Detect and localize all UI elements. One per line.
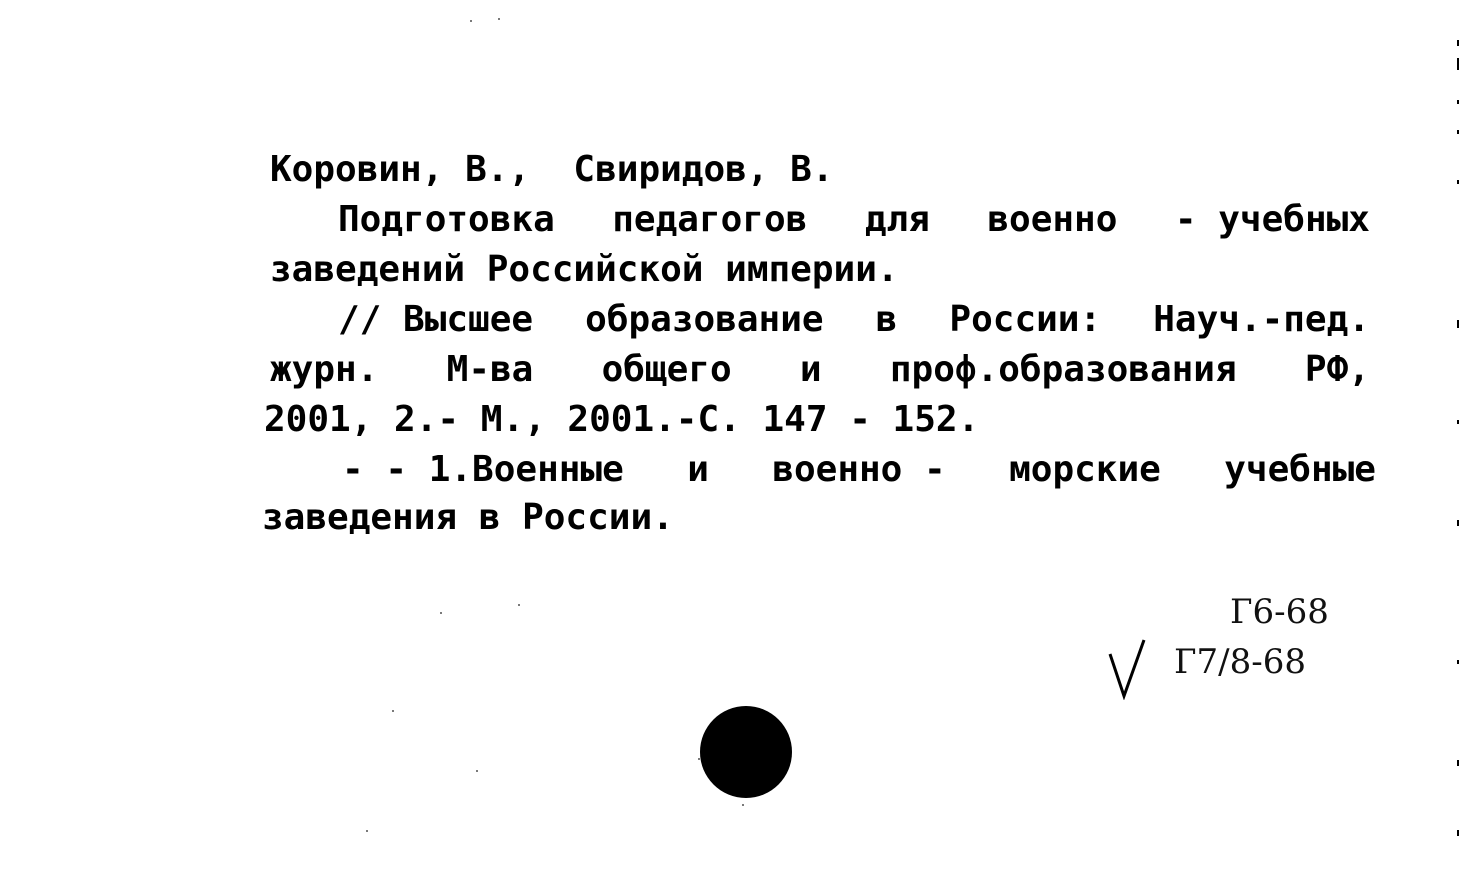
subject-word: учебные [1224, 449, 1376, 490]
source-line-1 [338, 300, 1370, 340]
source-word: России: [949, 299, 1102, 340]
scan-speckle [470, 20, 472, 22]
title-word: военно [987, 199, 1118, 240]
scan-speckle [698, 758, 700, 760]
scan-speckle [476, 770, 478, 772]
source-word: и [799, 349, 822, 390]
subject-word: и [687, 449, 709, 490]
source-word: проф.образования [889, 349, 1237, 390]
card-edge-marks [1452, 0, 1464, 872]
source-word: Науч.-пед. [1153, 299, 1370, 340]
scan-speckle [498, 18, 500, 20]
source-word: РФ, [1304, 349, 1370, 390]
title-line-2: заведений Российской империи. [270, 249, 899, 290]
subject-line-1 [342, 450, 1376, 490]
source-word: общего [601, 349, 732, 390]
source-word: // Высшее [338, 299, 534, 340]
title-word: педагогов [612, 199, 808, 240]
scan-speckle [742, 804, 744, 806]
source-word: образование [585, 299, 824, 340]
punch-hole [700, 706, 792, 798]
subject-word: - - 1.Военные [342, 449, 624, 490]
shelf-mark-1: Г6-68 [1230, 592, 1329, 632]
subject-word: военно - [772, 449, 946, 490]
scan-speckle [392, 710, 394, 712]
source-word: журн. [270, 349, 379, 390]
source-word: М-ва [446, 349, 534, 390]
shelf-mark-2: Г7/8-68 [1174, 642, 1306, 682]
subject-line-2: заведения в России. [262, 497, 674, 538]
source-word: в [875, 299, 898, 340]
check-mark-icon [1108, 636, 1146, 700]
authors-line: Коровин, В., Свиридов, В. [270, 149, 834, 190]
source-line-2 [270, 350, 1370, 390]
source-line-3: 2001, 2.- М., 2001.-С. 147 - 152. [264, 399, 980, 440]
title-word: - учебных [1174, 199, 1370, 240]
subject-word: морские [1009, 449, 1161, 490]
title-line-1 [338, 200, 1370, 240]
title-word: для [864, 199, 930, 240]
scan-speckle [440, 612, 442, 614]
title-word: Подготовка [338, 199, 555, 240]
scan-speckle [518, 604, 520, 606]
scan-speckle [366, 830, 368, 832]
